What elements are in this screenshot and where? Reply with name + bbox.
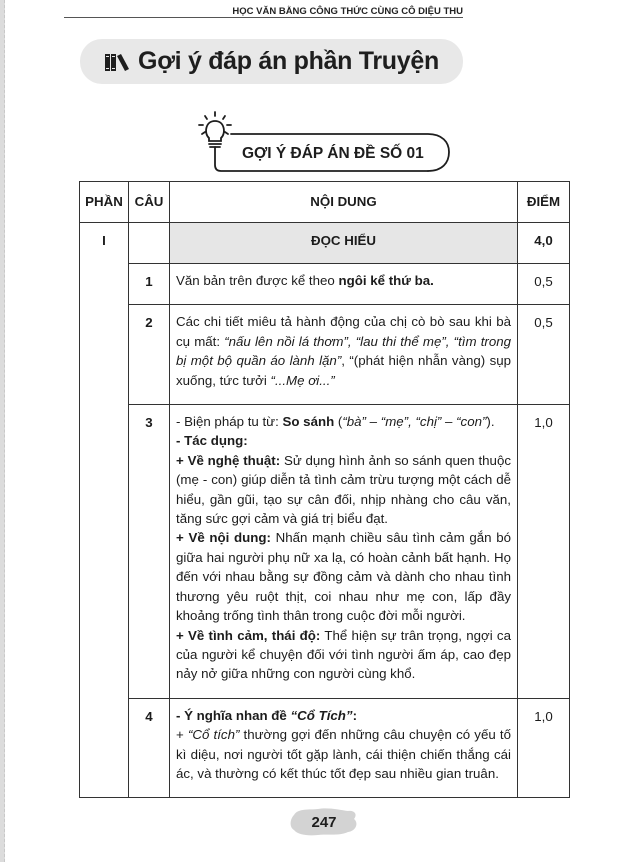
question-number: 4 (129, 698, 170, 798)
section-heading: GỢI Ý ĐÁP ÁN ĐỀ SỐ 01 (242, 145, 424, 162)
question-score: 0,5 (518, 264, 570, 305)
answer-content (170, 405, 518, 699)
answer-paragraph (176, 451, 511, 529)
text-run: ngôi kể thứ ba. (338, 273, 434, 288)
answer-content (170, 264, 518, 305)
answer-paragraph (176, 528, 511, 625)
answer-table (79, 181, 570, 798)
text-run: - Ý nghĩa nhan đề (176, 707, 291, 723)
text-run: “Cổ tích” (187, 727, 240, 743)
section-row (80, 223, 570, 264)
question-number: 1 (129, 264, 170, 305)
page-number-badge (288, 805, 360, 839)
text-run: + Về tình cảm, thái độ: (176, 627, 321, 643)
header-rule (64, 17, 463, 18)
text-run: ). (486, 414, 495, 430)
answer-paragraph (176, 706, 511, 725)
part-cell: I (80, 223, 129, 798)
answer-paragraph (176, 626, 511, 684)
table-row (80, 405, 570, 699)
table-row (80, 698, 570, 798)
question-score: 1,0 (518, 405, 570, 699)
answer-content (170, 698, 518, 798)
section-title-cell: ĐỌC HIỂU (170, 223, 518, 264)
text-run: Nhấn mạnh chiều sâu tình cảm gắn bó giữa hai người phụ nữ xa lạ, có hoàn cảnh bất hạnh. Họ đến với nhau bằng sự đồng cảm và dành cho nhau tình thương yêu ruột thịt, coi nhau như mẹ con, lấp đầy khoảng trống tình thân trong cuộc đời mỗi người. (176, 530, 512, 624)
section-heading-badge (196, 110, 456, 176)
books-icon (104, 52, 130, 72)
question-score: 0,5 (518, 305, 570, 405)
text-run: “nấu lên nồi lá thơm”, “lau thi thể mẹ”, “tìm trong bị một bộ quần áo lành lặn” (176, 333, 512, 369)
answer-paragraph (176, 725, 511, 783)
text-run: + Về nội dung: (176, 530, 271, 546)
table-header-row (80, 182, 570, 223)
text-run: “Cổ Tích” (290, 707, 353, 723)
running-head-text: HỌC VĂN BẰNG CÔNG THỨC CÙNG CÔ DIỆU THU (232, 6, 463, 17)
chapter-title: Gợi ý đáp án phần Truyện (138, 47, 439, 75)
header-score: ĐIỂM (518, 182, 570, 223)
text-run: Thể hiện sự trân trọng, ngợi ca của người kể chuyện đối với tình người ấm áp, cao đẹp nảy nở giữa những con người cùng khổ. (176, 627, 511, 682)
text-run: - Tác dụng: (176, 433, 248, 449)
empty-question-cell (129, 223, 170, 264)
text-run: “...Mẹ ơi...” (270, 372, 335, 388)
question-number: 3 (129, 405, 170, 699)
text-run: thường gợi đến những câu chuyện có yếu tố kì diệu, nơi người tốt gặp lành, cái thiện chiến thắng cái ác, và thường có kết thúc tốt đẹp sau nhiều gian truân. (176, 727, 511, 781)
question-score: 1,0 (518, 698, 570, 798)
text-run: Văn bản trên được kể theo (176, 273, 339, 288)
lightbulb-icon (196, 110, 456, 176)
question-number: 2 (129, 305, 170, 405)
text-run: - Biện pháp tu từ: (176, 414, 283, 430)
text-run: + Về nghệ thuật: (176, 452, 281, 468)
answer-paragraph (176, 431, 511, 450)
header-question: CÂU (129, 182, 170, 223)
text-run: Sử dụng hình ảnh so sánh quen thuộc (mẹ - con) giúp diễn tả tình cảm trừu tượng một cách dễ hiểu, gần gũi, tạo sự cân đối, nhịp nhàng cho câu văn, tăng sức gợi cảm và giá trị biểu đạt. (176, 452, 511, 527)
page-number: 247 (311, 813, 337, 831)
text-run: “bà” – “mẹ”, “chị” – “con” (342, 414, 487, 430)
text-run: Các chi tiết miêu tả hành động của chị cò bò sau khi bà cụ mất: (176, 314, 511, 349)
text-run: ( (334, 414, 343, 430)
text-run: + (176, 727, 188, 743)
header-content: NỘI DUNG (170, 182, 518, 223)
header-part: PHẦN (80, 182, 129, 223)
text-run: So sánh (282, 414, 335, 430)
text-run: , “(phát hiện nhẫn vàng) sụp xuống, tức tưởi (176, 353, 512, 388)
text-run: : (352, 707, 358, 723)
section-score-cell: 4,0 (518, 223, 570, 264)
page-binding-edge (0, 0, 5, 862)
chapter-title-banner (80, 39, 463, 84)
answer-paragraph (176, 412, 511, 431)
table-row (80, 264, 570, 305)
table-row (80, 305, 570, 405)
answer-content (170, 305, 518, 405)
